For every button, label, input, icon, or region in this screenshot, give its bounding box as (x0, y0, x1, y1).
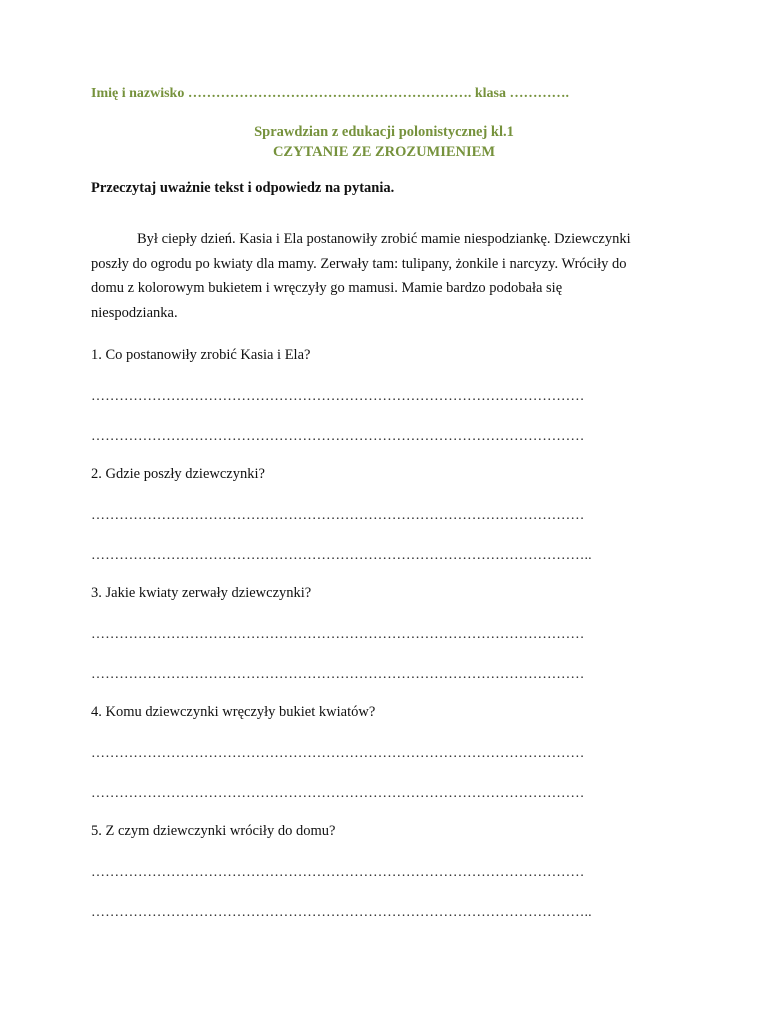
passage-line: poszły do ogrodu po kwiaty dla mamy. Zerwały tam: tulipany, żonkile i narcyzy. Wróciły do (91, 255, 627, 272)
answer-line[interactable]: …………………………………………………………………………………………… (91, 389, 585, 404)
worksheet-title: Sprawdzian z edukacji polonistycznej kl.1 (254, 124, 514, 140)
answer-line[interactable]: …………………………………………………………………………………………… (91, 508, 585, 523)
answer-line[interactable]: …………………………………………………………………………………………… (91, 746, 585, 761)
student-name-class-line: Imię i nazwisko ……………………………………………………. klasa …………. (91, 86, 569, 101)
passage-line: domu z kolorowym bukietem i wręczyły go mamusi. Mamie bardzo podobała się (91, 280, 563, 296)
question-1: 1. Co postanowiły zrobić Kasia i Ela? (91, 347, 311, 363)
question-4: 4. Komu dziewczynki wręczyły bukiet kwiatów? (91, 704, 376, 720)
answer-line[interactable]: …………………………………………………………………………………………… (91, 786, 585, 801)
answer-line[interactable]: …………………………………………………………………………………………… (91, 865, 585, 880)
question-3: 3. Jakie kwiaty zerwały dziewczynki? (91, 585, 312, 601)
passage-line: Był ciepły dzień. Kasia i Ela postanowiły zrobić mamie niespodziankę. Dziewczynki (137, 231, 631, 247)
answer-line[interactable]: …………………………………………………………………………………………… (91, 429, 585, 444)
question-2: 2. Gdzie poszły dziewczynki? (91, 466, 265, 482)
passage-line: niespodzianka. (91, 304, 178, 321)
instruction-text: Przeczytaj uważnie tekst i odpowiedz na pytania. (91, 180, 395, 196)
worksheet-subtitle: CZYTANIE ZE ZROZUMIENIEM (272, 144, 496, 160)
answer-line[interactable]: …………………………………………………………………………………………….. (91, 905, 592, 920)
question-5: 5. Z czym dziewczynki wróciły do domu? (91, 823, 336, 839)
answer-line[interactable]: …………………………………………………………………………………………….. (91, 548, 592, 563)
answer-line[interactable]: …………………………………………………………………………………………… (91, 667, 585, 682)
answer-line[interactable]: …………………………………………………………………………………………… (91, 627, 585, 642)
reading-passage (91, 227, 676, 325)
